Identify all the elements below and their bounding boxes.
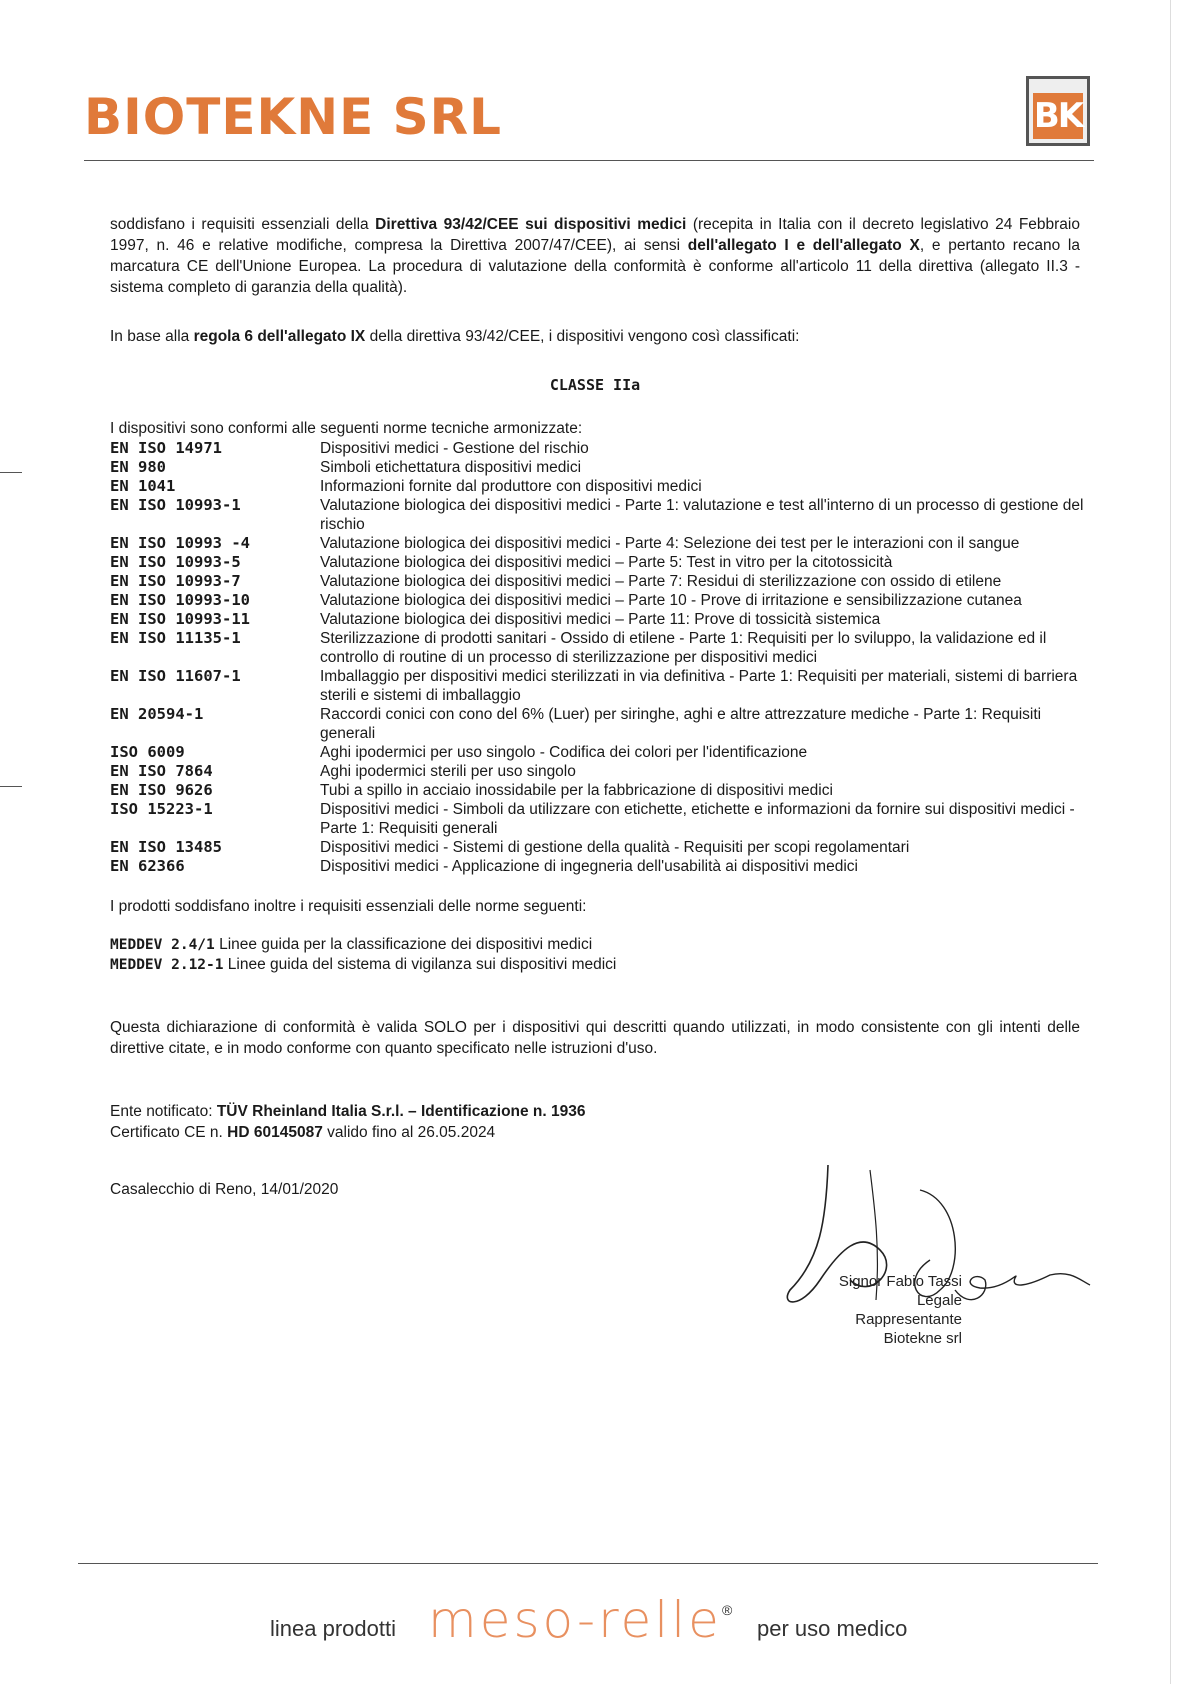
norm-code: ISO 15223-1 [110, 800, 213, 818]
norm-code: EN ISO 10993-7 [110, 572, 241, 590]
norm-row [110, 553, 1090, 572]
margin-mark [0, 786, 22, 787]
norm-code: EN ISO 14971 [110, 439, 222, 457]
notified-body [110, 1101, 1080, 1143]
norm-description: Raccordi conici con cono del 6% (Luer) per siringhe, aghi e altre attrezzature mediche - Parte 1: Requisiti generali [320, 706, 1042, 742]
classification-heading: CLASSE IIa [549, 376, 641, 394]
norm-description: Valutazione biologica dei dispositivi medici – Parte 11: Prove di tossicità sistemica [320, 611, 881, 628]
footer [270, 1590, 970, 1660]
validity-statement: Questa dichiarazione di conformità è valida SOLO per i dispositivi qui descritti quando utilizzati, in modo consistente con gli intenti delle direttive citate, e in modo conforme con quanto specificato nelle istruzioni d'uso. [110, 1019, 1080, 1057]
norm-description: Valutazione biologica dei dispositivi medici - Parte 1: valutazione e test all'interno di un processo di gestione del rischio [320, 497, 1084, 533]
place-date: Casalecchio di Reno, 14/01/2020 [110, 1181, 339, 1198]
document-body [110, 214, 1084, 1200]
norm-code: EN ISO 9626 [110, 781, 213, 799]
signatory-name: Signor Fabio Tassi [838, 1273, 962, 1290]
norm-description: Simboli etichettatura dispositivi medici [320, 459, 582, 476]
norm-row [110, 496, 1090, 534]
norm-code: EN ISO 11135-1 [110, 629, 241, 647]
cert-validity: valido fino al 26.05.2024 [322, 1124, 496, 1141]
norms-intro: I dispositivi sono conformi alle seguenti norme tecniche armonizzate: [110, 420, 583, 437]
norm-description: Sterilizzazione di prodotti sanitari - Ossido di etilene - Parte 1: Requisiti per lo sviluppo, la validazione ed il controllo di routine di un processo di sterilizzazione per dispositivi medici [320, 630, 1047, 666]
norm-row [110, 572, 1090, 591]
norm-row [110, 705, 1090, 743]
norm-code: EN ISO 10993-11 [110, 610, 250, 628]
norm-row [110, 781, 1090, 800]
norm-row [110, 458, 1090, 477]
signatory-role: Legale Rappresentante [855, 1292, 962, 1328]
norm-description: Valutazione biologica dei dispositivi medici – Parte 5: Test in vitro per la citotossicità [320, 554, 893, 571]
directive-paragraph [110, 214, 1080, 298]
footer-usage: per uso medico [757, 1616, 908, 1641]
text-run: soddisfano i requisiti essenziali della [110, 216, 376, 233]
norm-description: Valutazione biologica dei dispositivi medici - Parte 4: Selezione dei test per le interazioni con il sangue [320, 535, 1020, 552]
text-run: Direttiva 93/42/CEE sui dispositivi medici [375, 216, 687, 233]
meddev-item [110, 955, 1080, 975]
norm-row [110, 838, 1090, 857]
signatory-company: Biotekne srl [883, 1330, 962, 1347]
text-run: , e pertanto recano la marcatura CE dell'Unione Europea. La procedura di valutazione della conformità è conforme all'articolo 11 della direttiva (allegato II.3 - sistema completo di garanzia della qualità). [110, 237, 1080, 296]
cert-number: HD 60145087 [227, 1124, 323, 1141]
norm-code: EN ISO 10993-1 [110, 496, 241, 514]
norm-description: Valutazione biologica dei dispositivi medici – Parte 10 - Prove di irritazione e sensibilizzazione cutanea [320, 592, 1022, 609]
ente-label: Ente notificato: [110, 1103, 217, 1120]
norm-code: EN 62366 [110, 857, 185, 875]
registered-mark: ® [722, 1602, 733, 1618]
norm-code: EN 980 [110, 458, 166, 476]
norm-row [110, 591, 1090, 610]
norm-row [110, 667, 1090, 705]
rule-paragraph [110, 326, 1080, 347]
header-divider [84, 160, 1094, 161]
norm-code: EN 20594-1 [110, 705, 204, 723]
norm-code: EN ISO 13485 [110, 838, 222, 856]
meddev-description: Linee guida per la classificazione dei dispositivi medici [214, 936, 593, 953]
norm-row [110, 857, 1090, 876]
company-logo [1026, 76, 1090, 146]
norm-description: Imballaggio per dispositivi medici sterilizzati in via definitiva - Parte 1: Requisiti per materiali, sistemi di barriera sterili e sistemi di imballaggio [320, 668, 1078, 704]
signature-block [780, 1160, 1110, 1347]
norm-row [110, 743, 1090, 762]
text-run: dell'allegato I e dell'allegato X [687, 237, 920, 254]
norm-row [110, 629, 1090, 667]
norm-row [110, 534, 1090, 553]
norm-description: Tubi a spillo in acciaio inossidabile per la fabbricazione di dispositivi medici [320, 782, 833, 799]
ente-value: TÜV Rheinland Italia S.r.l. – Identificazione n. 1936 [216, 1103, 586, 1120]
norm-code: ISO 6009 [110, 743, 185, 761]
norm-description: Aghi ipodermici per uso singolo - Codifica dei colori per l'identificazione [320, 744, 808, 761]
meddev-item [110, 935, 1080, 955]
norm-code: EN ISO 7864 [110, 762, 213, 780]
text-run: In base alla [110, 328, 194, 345]
text-run: (recepita in Italia con il decreto legislativo 24 Febbraio 1997, n. 46 e relative modifiche, compresa la Direttiva 2007/47/CEE), ai sensi [110, 216, 1080, 254]
norm-code: EN ISO 11607-1 [110, 667, 241, 685]
margin-mark [0, 472, 22, 473]
page-edge [1170, 0, 1171, 1684]
meddev-description: Linee guida del sistema di vigilanza sui dispositivi medici [223, 956, 617, 973]
meddev-code: MEDDEV 2.4/1 [110, 937, 215, 953]
norm-code: EN 1041 [110, 477, 176, 495]
norm-description: Informazioni fornite dal produttore con dispositivi medici [320, 478, 702, 495]
norm-code: EN ISO 10993 -4 [110, 534, 250, 552]
norm-description: Valutazione biologica dei dispositivi medici – Parte 7: Residui di sterilizzazione con ossido di etilene [320, 573, 1002, 590]
norm-row [110, 477, 1090, 496]
norm-description: Dispositivi medici - Simboli da utilizzare con etichette, etichette e informazioni da fornire sui dispositivi medici - Parte 1: Requisiti generali [320, 801, 1075, 837]
norms-table [110, 439, 1090, 876]
company-brand: BIOTEKNE SRL [84, 88, 503, 146]
text-run: della direttiva 93/42/CEE, i dispositivi vengono così classificati: [365, 328, 800, 345]
norm-row [110, 610, 1090, 629]
footer-line-label: linea prodotti [270, 1616, 396, 1641]
norm-code: EN ISO 10993-5 [110, 553, 241, 571]
footer-divider [78, 1563, 1098, 1564]
meddev-code: MEDDEV 2.12-1 [110, 957, 224, 973]
intro-section [110, 214, 1080, 347]
meddev-list [110, 935, 1080, 975]
further-requirements-intro: I prodotti soddisfano inoltre i requisiti essenziali delle norme seguenti: [110, 898, 587, 915]
norm-description: Aghi ipodermici sterili per uso singolo [320, 763, 576, 780]
norm-description: Dispositivi medici - Gestione del rischio [320, 440, 589, 457]
cert-label: Certificato CE n. [110, 1124, 228, 1141]
signatory [812, 1272, 962, 1348]
norm-code: EN ISO 10993-10 [110, 591, 250, 609]
norm-description: Dispositivi medici - Sistemi di gestione della qualità - Requisiti per scopi regolamentari [320, 839, 910, 856]
norm-row [110, 800, 1090, 838]
footer-brand: meso-relle [428, 1591, 722, 1649]
norm-row [110, 762, 1090, 781]
norm-description: Dispositivi medici - Applicazione di ingegneria dell'usabilità ai dispositivi medici [320, 858, 858, 875]
norm-row [110, 439, 1090, 458]
text-run: regola 6 dell'allegato IX [193, 328, 366, 345]
logo-mark: BK [1033, 93, 1083, 139]
